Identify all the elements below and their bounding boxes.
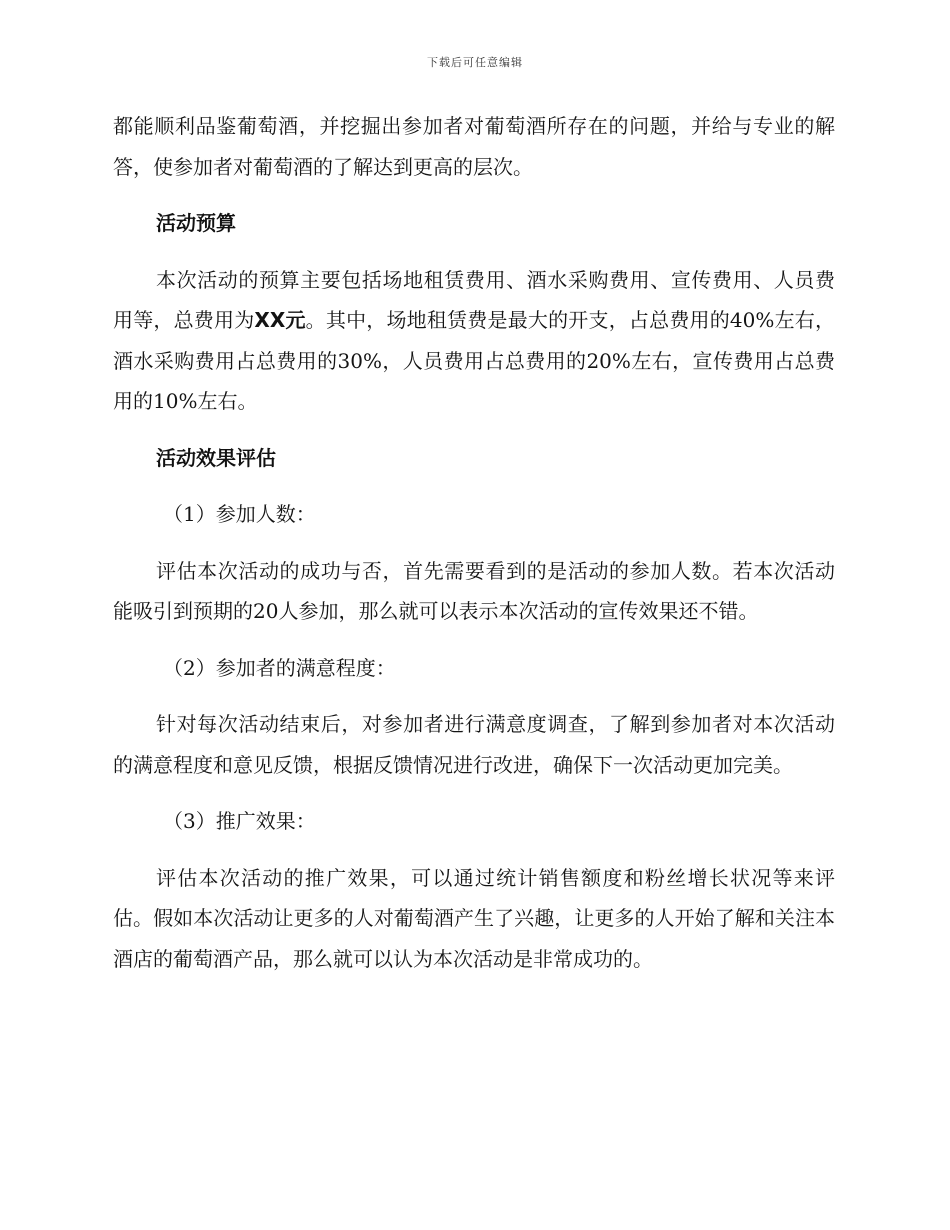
page-header: 下载后可任意编辑: [427, 56, 523, 69]
spacer: [113, 244, 835, 260]
item-label-satisfaction: （2）参加者的满意程度：: [163, 655, 396, 680]
spacer: [113, 842, 835, 858]
budget-text-part2: 。其中，场地租赁费是最大的开支，占总费用的40%左右，酒水采购费用占总费用的30%，人员费用占总费用的20%左右，宣传费用占总费用的10%左右。: [113, 308, 835, 413]
budget-text-part1: 本次活动的预算主要包括场地租赁费用、酒水采购费用、宣传费用、人员费用等，总费用为: [113, 267, 835, 332]
item-paragraph-satisfaction: 针对每次活动结束后，对参加者进行满意度调查，了解到参加者对本次活动的满意程度和意见反馈，根据反馈情况进行改进，确保下一次活动更加完美。: [113, 712, 835, 777]
item-label-promotion: （3）推广效果：: [163, 809, 316, 833]
evaluation-heading: 活动效果评估: [156, 445, 276, 470]
item-paragraph-promotion: 评估本次活动的推广效果，可以通过统计销售额度和粉丝增长状况等来评估。假如本次活动让更多的人对葡萄酒产生了兴趣，让更多的人开始了解和关注本酒店的葡萄酒产品，那么就可以认为本次活动是非常成功的。: [113, 865, 835, 971]
spacer: [113, 785, 835, 801]
document-body: [113, 106, 835, 979]
spacer: [113, 478, 835, 494]
spacer: [113, 187, 835, 203]
spacer: [113, 422, 835, 438]
budget-amount: XX元: [254, 308, 306, 332]
budget-paragraph: [113, 260, 835, 422]
budget-heading: 活动预算: [156, 211, 236, 235]
spacer: [113, 688, 835, 704]
spacer: [113, 535, 835, 551]
item-paragraph-participants: 评估本次活动的成功与否，首先需要看到的是活动的参加人数。若本次活动能吸引到预期的20人参加，那么就可以表示本次活动的宣传效果还不错。: [113, 558, 835, 623]
item-label-participants: （1）参加人数：: [163, 502, 316, 526]
intro-paragraph: 都能顺利品鉴葡萄酒，并挖掘出参加者对葡萄酒所存在的问题，并给与专业的解答，使参加者对葡萄酒的了解达到更高的层次。: [113, 114, 835, 179]
spacer: [113, 632, 835, 648]
